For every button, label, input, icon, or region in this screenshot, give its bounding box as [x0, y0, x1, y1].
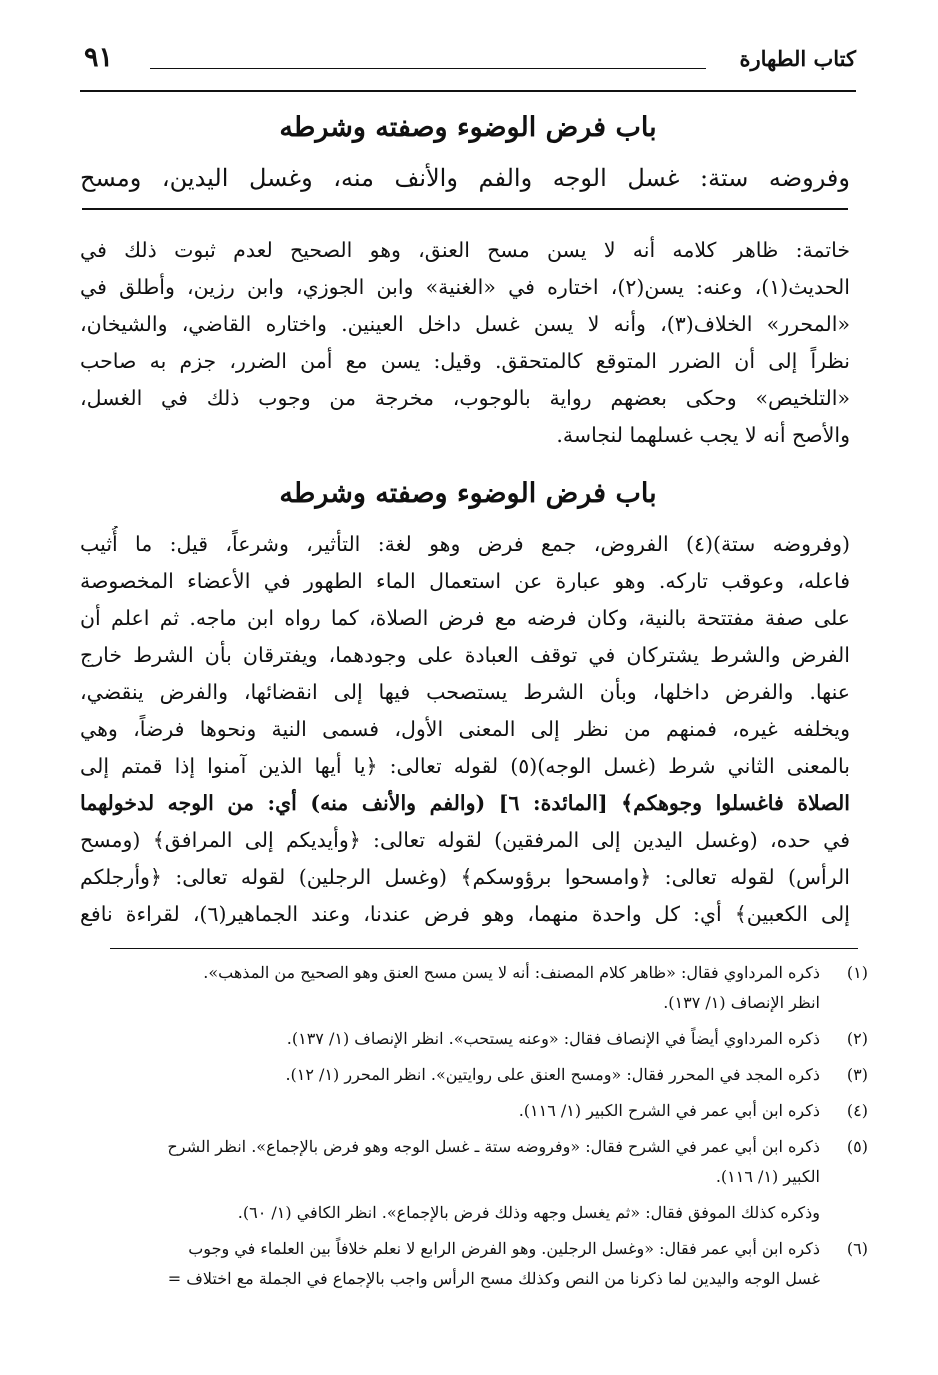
footnote-line: ذكره المرداوي فقال: «ظاهر كلام المصنف: أنه لا يسن مسح العنق وهو الصحيح من المذهب». [203, 963, 820, 982]
footnote-5-continuation [94, 1198, 868, 1228]
footnote-4 [94, 1096, 868, 1126]
footnote-line: وذكره كذلك الموفق فقال: «ثم يغسل وجهه وذلك فرض بالإجماع». انظر الكافي (١/ ٦٠). [237, 1203, 820, 1222]
footnote-number: (١) [846, 963, 868, 982]
footnote-line: ذكره ابن أبي عمر فقال: «وغسل الرجلين. وهو الفرض الرابع لا نعلم خلافاً بين العلماء في وجوب [188, 1239, 820, 1258]
text-line: على صفة مفتتحة بالنية، وكان فرضه مع فرض الصلاة، كما رواه ابن ماجه. ثم اعلم أن [80, 606, 850, 630]
footnote-line: انظر الإنصاف (١/ ١٣٧). [663, 993, 820, 1012]
text-line: فاعله، وعوقب تاركه. وهو عبارة عن استعمال الماء الطهور في الأعضاء المخصوصة [80, 569, 850, 593]
text-line: خاتمة: ظاهر كلامه أنه لا يسن مسح العنق، وهو الصحيح لعدم ثبوت ذلك في [80, 238, 850, 262]
text-line: الحديث(١)، وعنه: يسن(٢)، اختاره في «الغنية» وابن الجوزي، وابن رزين، وأطلق في [80, 275, 850, 299]
matn-text: وفروضه ستة: غسل الوجه والفم والأنف منه، وغسل اليدين، ومسح [80, 164, 850, 192]
chapter-title: كتاب الطهارة [739, 46, 856, 71]
footnote-6 [94, 1234, 868, 1294]
text-line: (وفروضه ستة)(٤) الفروض، جمع فرض وهو لغة: التأثير، وشرعاً، قيل: ما أُثيب [80, 532, 850, 556]
text-line: الفرض والشرط يشتركان في توقف العبادة على وجودهما، ويفترقان بأن الشرط خارج [80, 643, 850, 667]
footnote-number: (٢) [846, 1029, 868, 1048]
footnote-line: ذكره ابن أبي عمر في الشرح الكبير (١/ ١١٦). [518, 1101, 820, 1120]
text-line: «المحرر» الخلاف(٣)، وأنه لا يسن غسل داخل العينين. واختاره القاضي، والشيخان، [80, 312, 850, 336]
footnote-line: ذكره المرداوي أيضاً في الإنصاف فقال: «وعنه يستحب». انظر الإنصاف (١/ ١٣٧). [286, 1029, 820, 1048]
header-rule-short [150, 68, 706, 69]
footnote-separator [110, 948, 858, 949]
footnote-5 [94, 1132, 868, 1192]
footnote-number: (٣) [846, 1065, 868, 1084]
text-line: نظراً إلى أن الضرر المتوقع كالمتحقق. وقيل: يسن مع أمن الضرر، جزم به صاحب [80, 349, 850, 373]
text-line: الصلاة فاغسلوا وجوهكم﴾ [المائدة: ٦] (والفم والأنف منه) أي: من الوجه لدخولهما [80, 791, 850, 815]
text-line: ويخلفه غيره، فمنهم من نظر إلى المعنى الأول، فسمى النية ونحوها فرضاً، وهي [80, 717, 850, 741]
matn-heading: باب فرض الوضوء وصفته وشرطه [279, 112, 657, 143]
text-line: بالمعنى الثاني شرط (غسل الوجه)(٥) لقوله تعالى: ﴿يا أيها الذين آمنوا إذا قمتم إلى [80, 754, 850, 778]
header-rule [80, 90, 856, 92]
footnotes [94, 958, 868, 1300]
footnote-2 [94, 1024, 868, 1054]
text-line: عنها. والفرض داخلها، وبأن الشرط يستصحب فيها إلى انقضائها، والفرض ينقضي، [80, 680, 850, 704]
footnote-line: غسل الوجه واليدين لما ذكرنا من النص وكذلك مسح الرأس واجب بالإجماع في الجملة مع اختلاف = [167, 1269, 820, 1288]
footnote-3 [94, 1060, 868, 1090]
footnote-number: (٦) [846, 1239, 868, 1258]
footnote-1 [94, 958, 868, 1018]
section-heading: باب فرض الوضوء وصفته وشرطه [279, 478, 657, 509]
footnote-line: الكبير (١/ ١١٦). [715, 1167, 820, 1186]
text-line: إلى الكعبين﴾ أي: كل واحدة منهما، وهو فرض عندنا، وعند الجماهير(٦)، لقراءة نافع [80, 902, 850, 926]
text-line: «التلخيص» وحكى بعضهم رواية بالوجوب، مخرجة من وجوب ذلك في الغسل، [80, 386, 850, 410]
text-line: والأصح أنه لا يجب غسلهما لنجاسة. [556, 423, 850, 447]
text-line: الرأس) لقوله تعالى: ﴿وامسحوا برؤوسكم﴾ (وغسل الرجلين) لقوله تعالى: ﴿وأرجلكم [80, 865, 850, 889]
footnote-line: ذكره المجد في المحرر فقال: «ومسح العنق على روايتين». انظر المحرر (١/ ١٢). [285, 1065, 820, 1084]
text-line: في حده، (وغسل اليدين إلى المرفقين) لقوله تعالى: ﴿وأيديكم إلى المرافق﴾ (ومسح [80, 828, 850, 852]
matn-separator [82, 208, 848, 210]
footnote-number: (٤) [846, 1101, 868, 1120]
commentary-main [80, 526, 850, 933]
running-header [80, 44, 856, 94]
footnote-number: (٥) [846, 1137, 868, 1156]
page-number: ٩١ [84, 42, 114, 73]
commentary-khatima [80, 232, 850, 454]
footnote-line: ذكره ابن أبي عمر في الشرح فقال: «وفروضه ستة ـ غسل الوجه وهو فرض بالإجماع». انظر الشرح [167, 1137, 820, 1156]
